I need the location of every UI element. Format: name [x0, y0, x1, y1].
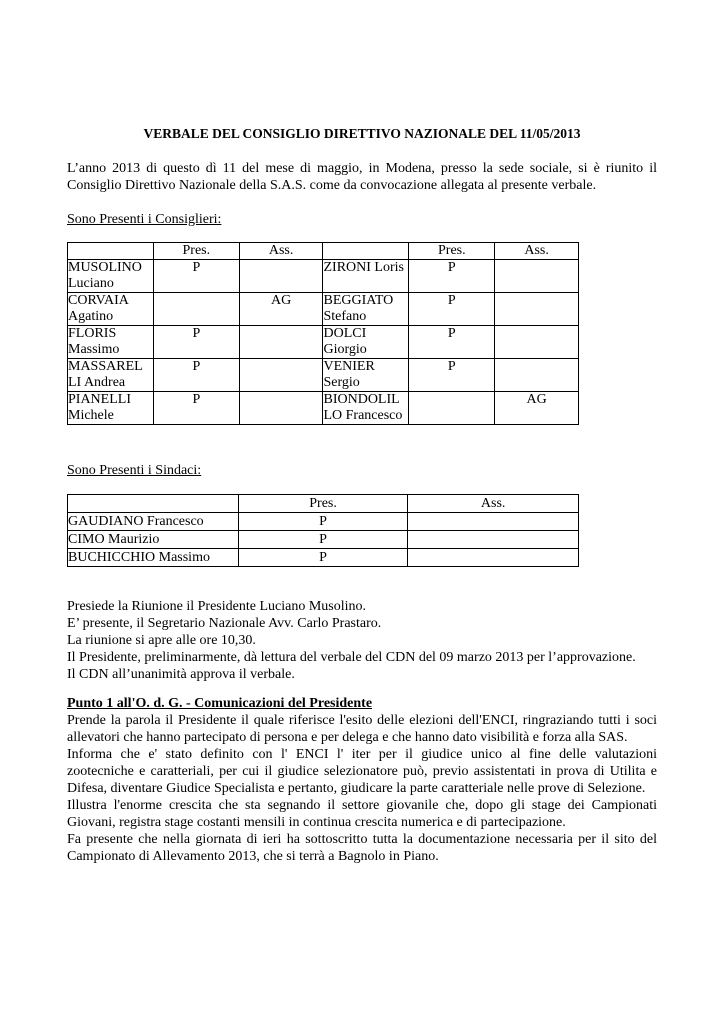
pres-cell: P [409, 293, 495, 326]
pres-cell: P [153, 359, 239, 392]
ass-cell [239, 260, 323, 293]
intro-paragraph [67, 160, 657, 194]
table-row [68, 392, 579, 425]
header-cell-blank [323, 243, 409, 260]
table-header-row [68, 243, 579, 260]
punto1-section [67, 695, 657, 865]
pres-cell: P [153, 260, 239, 293]
member-name-cell: ZIRONI Loris [323, 260, 409, 293]
intro-line: Consiglio Direttivo Nazionale della S.A.S. come da convocazione allegata al presente verbale. [67, 178, 597, 193]
ass-cell [408, 549, 579, 567]
ass-cell [495, 359, 579, 392]
table-header-row [68, 495, 579, 513]
table-row [68, 359, 579, 392]
punto1-line: Giovani, registra stage costanti mensili in continua crescita numerica e di partecipazione. [67, 815, 566, 830]
ass-cell: AG [239, 293, 323, 326]
member-name-cell: BEGGIATO Stefano [323, 293, 409, 326]
table-row [68, 260, 579, 293]
punto1-line: Informa che e' stato definito con l' ENCI l' iter per il giudice unico al fine delle valutazioni [67, 747, 657, 762]
ass-cell [495, 260, 579, 293]
punto1-line: Fa presente che nella giornata di ieri ha sottoscritto tutta la documentazione necessaria per il sito del [67, 832, 657, 847]
sindaco-name-cell: GAUDIANO Francesco [68, 513, 239, 531]
table-row [68, 293, 579, 326]
member-name-cell: DOLCI Giorgio [323, 326, 409, 359]
punto1-line: Campionato di Allevamento 2013, che si terrà a Bagnolo in Piano. [67, 849, 439, 864]
opening-line: Presiede la Riunione il Presidente Luciano Musolino. [67, 599, 367, 614]
member-name-cell: CORVAIA Agatino [68, 293, 154, 326]
opening-line: Il Presidente, preliminarmente, dà lettura del verbale del CDN del 09 marzo 2013 per l’approvazione. [67, 650, 636, 665]
pres-cell [409, 392, 495, 425]
sindaco-name-cell: BUCHICCHIO Massimo [68, 549, 239, 567]
ass-cell [408, 531, 579, 549]
pres-cell [153, 293, 239, 326]
ass-cell: AG [495, 392, 579, 425]
pres-cell: P [409, 260, 495, 293]
header-ass: Ass. [495, 243, 579, 260]
sindaco-name-cell: CIMO Maurizio [68, 531, 239, 549]
consiglieri-table [67, 242, 579, 425]
punto1-line: Difesa, diventare Giudice Specialista e pertanto, giudicare la parte caratteriale nelle prove di Selezione. [67, 781, 646, 796]
member-name-cell: BIONDOLIL LO Francesco [323, 392, 409, 425]
consiglieri-heading: Sono Presenti i Consiglieri: [67, 212, 222, 227]
intro-line: L’anno 2013 di questo dì 11 del mese di maggio, in Modena, presso la sede sociale, si è riunito il [67, 161, 657, 176]
pres-cell: P [409, 359, 495, 392]
sindaci-table [67, 494, 579, 567]
punto1-line: allevatori che hanno partecipato di persona e per delega e che hanno dato visibilità e forza alla SAS. [67, 730, 628, 745]
member-name-cell: PIANELLI Michele [68, 392, 154, 425]
document-title: VERBALE DEL CONSIGLIO DIRETTIVO NAZIONALE DEL 11/05/2013 [143, 126, 581, 141]
ass-cell [495, 293, 579, 326]
sindaci-heading: Sono Presenti i Sindaci: [67, 463, 202, 478]
ass-cell [495, 326, 579, 359]
pres-cell: P [153, 326, 239, 359]
header-ass: Ass. [408, 495, 579, 513]
header-pres: Pres. [238, 495, 408, 513]
pres-cell: P [238, 549, 408, 567]
member-name-cell: MASSAREL LI Andrea [68, 359, 154, 392]
ass-cell [239, 359, 323, 392]
member-name-cell: VENIER Sergio [323, 359, 409, 392]
punto1-line: Prende la parola il Presidente il quale riferisce l'esito delle elezioni dell'ENCI, ringraziando tutti i soci [67, 713, 657, 728]
member-name-cell: FLORIS Massimo [68, 326, 154, 359]
header-ass: Ass. [239, 243, 323, 260]
pres-cell: P [409, 326, 495, 359]
header-pres: Pres. [409, 243, 495, 260]
ass-cell [239, 326, 323, 359]
pres-cell: P [238, 531, 408, 549]
pres-cell: P [153, 392, 239, 425]
pres-cell: P [238, 513, 408, 531]
member-name-cell: MUSOLINO Luciano [68, 260, 154, 293]
punto1-line: zootecniche e caratteriali, per cui il giudice selezionatore può, previo assistentati in prova di Utilita e [67, 764, 657, 779]
table-row [68, 549, 579, 567]
header-pres: Pres. [153, 243, 239, 260]
ass-cell [239, 392, 323, 425]
header-cell-blank [68, 243, 154, 260]
opening-line: Il CDN all’unanimità approva il verbale. [67, 667, 295, 682]
punto1-line: Illustra l'enorme crescita che sta segnando il settore giovanile che, dopo gli stage dei Campionati [67, 798, 657, 813]
opening-paragraph [67, 598, 657, 683]
ass-cell [408, 513, 579, 531]
opening-line: E’ presente, il Segretario Nazionale Avv. Carlo Prastaro. [67, 616, 382, 631]
opening-line: La riunione si apre alle ore 10,30. [67, 633, 256, 648]
table-row [68, 326, 579, 359]
punto1-heading: Punto 1 all'O. d. G. - Comunicazioni del Presidente [67, 696, 373, 711]
table-row [68, 531, 579, 549]
header-cell-blank [68, 495, 239, 513]
table-row [68, 513, 579, 531]
